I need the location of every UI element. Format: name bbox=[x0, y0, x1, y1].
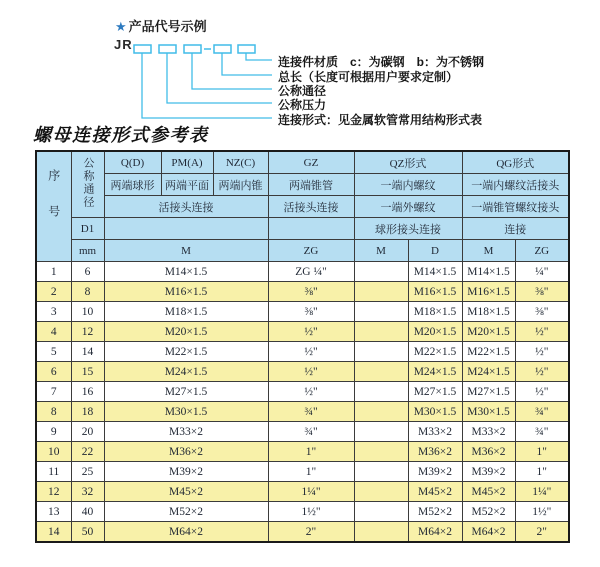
cell-qz-d: M36×2 bbox=[408, 442, 462, 462]
cell-qz-m bbox=[354, 402, 408, 422]
cell-qg-m: M33×2 bbox=[462, 422, 515, 442]
cell-qg-m: M18×1.5 bbox=[462, 302, 515, 322]
header-qg-desc2: 一端锥管螺纹接头 bbox=[462, 196, 569, 218]
cell-qz-m bbox=[354, 342, 408, 362]
header-qg-desc1: 一端内螺纹活接头 bbox=[462, 174, 569, 196]
cell-qg-zg: ½" bbox=[515, 362, 569, 382]
cell-qg-zg: ½" bbox=[515, 382, 569, 402]
cell-qz-m bbox=[354, 462, 408, 482]
header-pm-desc: 两端平面 bbox=[161, 174, 213, 196]
cell-qz-d: M45×2 bbox=[408, 482, 462, 502]
cell-mm: 20 bbox=[71, 422, 104, 442]
cell-zg: 1" bbox=[268, 462, 354, 482]
cell-qz-m bbox=[354, 482, 408, 502]
table-row bbox=[36, 382, 569, 402]
cell-seq: 7 bbox=[36, 382, 71, 402]
cell-seq: 13 bbox=[36, 502, 71, 522]
cell-qg-zg: ¾" bbox=[515, 422, 569, 442]
table-row bbox=[36, 482, 569, 502]
cell-mm: 50 bbox=[71, 522, 104, 543]
header-union-joint: 活接头连接 bbox=[104, 196, 268, 218]
table-row bbox=[36, 262, 569, 282]
cell-qg-zg: 1" bbox=[515, 462, 569, 482]
cell-qz-m bbox=[354, 322, 408, 342]
cell-qg-m: M14×1.5 bbox=[462, 262, 515, 282]
header-d1: D1 bbox=[71, 218, 104, 240]
header-empty-m bbox=[104, 218, 268, 240]
leader-lines bbox=[142, 53, 272, 118]
cell-seq: 12 bbox=[36, 482, 71, 502]
cell-qg-m: M52×2 bbox=[462, 502, 515, 522]
cell-qg-zg: 1" bbox=[515, 442, 569, 462]
header-m: M bbox=[104, 240, 268, 262]
diagram-title-text: 产品代号示例 bbox=[128, 19, 207, 34]
cell-mm: 16 bbox=[71, 382, 104, 402]
cell-qz-d: M16×1.5 bbox=[408, 282, 462, 302]
cell-seq: 2 bbox=[36, 282, 71, 302]
cell-m: M22×1.5 bbox=[104, 342, 268, 362]
cell-seq: 3 bbox=[36, 302, 71, 322]
cell-zg: ⅜" bbox=[268, 282, 354, 302]
header-qg-desc3: 连接 bbox=[462, 218, 569, 240]
cell-m: M36×2 bbox=[104, 442, 268, 462]
cell-qg-zg: 1½" bbox=[515, 502, 569, 522]
cell-qg-m: M30×1.5 bbox=[462, 402, 515, 422]
cell-qg-m: M20×1.5 bbox=[462, 322, 515, 342]
cell-qz-d: M52×2 bbox=[408, 502, 462, 522]
cell-seq: 6 bbox=[36, 362, 71, 382]
cell-qz-d: M33×2 bbox=[408, 422, 462, 442]
cell-qg-m: M24×1.5 bbox=[462, 362, 515, 382]
cell-qz-m bbox=[354, 422, 408, 442]
cell-mm: 12 bbox=[71, 322, 104, 342]
code-boxes bbox=[134, 45, 255, 53]
cell-zg: ¾" bbox=[268, 422, 354, 442]
star-icon: ★ bbox=[115, 19, 127, 34]
table-row bbox=[36, 342, 569, 362]
cell-mm: 40 bbox=[71, 502, 104, 522]
diagram-title bbox=[115, 16, 207, 35]
label-nominal-diameter: 公称通径 bbox=[278, 84, 327, 98]
table-row bbox=[36, 422, 569, 442]
table-row bbox=[36, 502, 569, 522]
header-gz: GZ bbox=[268, 151, 354, 174]
cell-seq: 4 bbox=[36, 322, 71, 342]
table-row bbox=[36, 462, 569, 482]
cell-m: M30×1.5 bbox=[104, 402, 268, 422]
cell-m: M33×2 bbox=[104, 422, 268, 442]
header-gz-desc: 两端锥管 bbox=[268, 174, 354, 196]
cell-zg: ZG ¼" bbox=[268, 262, 354, 282]
cell-qg-zg: ½" bbox=[515, 342, 569, 362]
cell-m: M24×1.5 bbox=[104, 362, 268, 382]
cell-m: M14×1.5 bbox=[104, 262, 268, 282]
cell-zg: ⅜" bbox=[268, 302, 354, 322]
table-row bbox=[36, 522, 569, 543]
table-row bbox=[36, 302, 569, 322]
cell-zg: 1" bbox=[268, 442, 354, 462]
cell-m: M52×2 bbox=[104, 502, 268, 522]
cell-seq: 5 bbox=[36, 342, 71, 362]
cell-qg-zg: ¾" bbox=[515, 402, 569, 422]
header-nz-desc: 两端内锥 bbox=[213, 174, 268, 196]
cell-seq: 11 bbox=[36, 462, 71, 482]
product-code-diagram bbox=[0, 0, 600, 132]
cell-mm: 10 bbox=[71, 302, 104, 322]
header-zg: ZG bbox=[268, 240, 354, 262]
cell-seq: 10 bbox=[36, 442, 71, 462]
cell-qz-m bbox=[354, 522, 408, 543]
cell-mm: 32 bbox=[71, 482, 104, 502]
cell-qg-zg: ⅜" bbox=[515, 302, 569, 322]
cell-m: M16×1.5 bbox=[104, 282, 268, 302]
header-nz: NZ(C) bbox=[213, 151, 268, 174]
header-empty-gz bbox=[268, 218, 354, 240]
table-row bbox=[36, 322, 569, 342]
code-prefix: JR bbox=[114, 37, 133, 52]
cell-qg-m: M45×2 bbox=[462, 482, 515, 502]
label-total-length: 总长（长度可根据用户要求定制） bbox=[278, 70, 459, 84]
header-gz-union-joint: 活接头连接 bbox=[268, 196, 354, 218]
cell-m: M39×2 bbox=[104, 462, 268, 482]
header-nominal-diameter: 公称通径 bbox=[71, 151, 104, 218]
cell-seq: 14 bbox=[36, 522, 71, 543]
table-row bbox=[36, 282, 569, 302]
header-qz-desc3: 球形接头连接 bbox=[354, 218, 462, 240]
cell-qz-m bbox=[354, 362, 408, 382]
cell-zg: ½" bbox=[268, 362, 354, 382]
cell-qz-m bbox=[354, 262, 408, 282]
cell-m: M27×1.5 bbox=[104, 382, 268, 402]
cell-qz-m bbox=[354, 382, 408, 402]
header-qg-zg: ZG bbox=[515, 240, 569, 262]
cell-qg-m: M64×2 bbox=[462, 522, 515, 543]
cell-zg: 2" bbox=[268, 522, 354, 543]
cell-qz-d: M39×2 bbox=[408, 462, 462, 482]
cell-qz-d: M14×1.5 bbox=[408, 262, 462, 282]
cell-qz-d: M22×1.5 bbox=[408, 342, 462, 362]
cell-qg-m: M16×1.5 bbox=[462, 282, 515, 302]
cell-qg-m: M27×1.5 bbox=[462, 382, 515, 402]
cell-m: M20×1.5 bbox=[104, 322, 268, 342]
cell-zg: ½" bbox=[268, 342, 354, 362]
cell-qg-m: M22×1.5 bbox=[462, 342, 515, 362]
nut-connection-table bbox=[35, 150, 570, 543]
table-title: 螺母连接形式参考表 bbox=[33, 125, 209, 145]
cell-zg: 1½" bbox=[268, 502, 354, 522]
cell-mm: 8 bbox=[71, 282, 104, 302]
cell-qz-m bbox=[354, 442, 408, 462]
cell-mm: 22 bbox=[71, 442, 104, 462]
cell-mm: 18 bbox=[71, 402, 104, 422]
cell-zg: ¾" bbox=[268, 402, 354, 422]
cell-m: M64×2 bbox=[104, 522, 268, 543]
cell-qg-zg: 2" bbox=[515, 522, 569, 543]
cell-mm: 25 bbox=[71, 462, 104, 482]
cell-zg: ½" bbox=[268, 322, 354, 342]
cell-qz-m bbox=[354, 282, 408, 302]
header-mm: mm bbox=[71, 240, 104, 262]
table-row bbox=[36, 402, 569, 422]
header-q-desc: 两端球形 bbox=[104, 174, 161, 196]
table-row bbox=[36, 442, 569, 462]
header-qz-d: D bbox=[408, 240, 462, 262]
cell-qz-m bbox=[354, 302, 408, 322]
header-qz: QZ形式 bbox=[354, 151, 462, 174]
table-body bbox=[36, 262, 569, 543]
header-qg: QG形式 bbox=[462, 151, 569, 174]
cell-m: M45×2 bbox=[104, 482, 268, 502]
header-qz-desc1: 一端内螺纹 bbox=[354, 174, 462, 196]
cell-m: M18×1.5 bbox=[104, 302, 268, 322]
header-q: Q(D) bbox=[104, 151, 161, 174]
cell-qz-d: M18×1.5 bbox=[408, 302, 462, 322]
cell-qg-zg: ¼" bbox=[515, 262, 569, 282]
cell-seq: 1 bbox=[36, 262, 71, 282]
cell-qg-m: M36×2 bbox=[462, 442, 515, 462]
cell-mm: 15 bbox=[71, 362, 104, 382]
table-row bbox=[36, 362, 569, 382]
cell-qg-zg: ½" bbox=[515, 322, 569, 342]
table-header bbox=[36, 151, 569, 262]
cell-mm: 6 bbox=[71, 262, 104, 282]
cell-qg-zg: ⅜" bbox=[515, 282, 569, 302]
cell-qz-d: M64×2 bbox=[408, 522, 462, 543]
cell-qz-m bbox=[354, 502, 408, 522]
header-qg-m: M bbox=[462, 240, 515, 262]
label-nominal-pressure: 公称压力 bbox=[278, 98, 327, 112]
cell-qg-zg: 1¼" bbox=[515, 482, 569, 502]
header-pm: PM(A) bbox=[161, 151, 213, 174]
label-material: 连接件材质 c：为碳钢 b：为不锈钢 bbox=[278, 55, 485, 69]
header-qz-m: M bbox=[354, 240, 408, 262]
cell-qz-d: M24×1.5 bbox=[408, 362, 462, 382]
label-connection-form: 连接形式：见金属软管常用结构形式表 bbox=[278, 113, 483, 127]
cell-qz-d: M27×1.5 bbox=[408, 382, 462, 402]
header-seq: 序号 bbox=[36, 151, 71, 262]
cell-mm: 14 bbox=[71, 342, 104, 362]
cell-zg: 1¼" bbox=[268, 482, 354, 502]
cell-qz-d: M20×1.5 bbox=[408, 322, 462, 342]
header-qz-desc2: 一端外螺纹 bbox=[354, 196, 462, 218]
cell-seq: 9 bbox=[36, 422, 71, 442]
cell-qg-m: M39×2 bbox=[462, 462, 515, 482]
cell-zg: ½" bbox=[268, 382, 354, 402]
cell-qz-d: M30×1.5 bbox=[408, 402, 462, 422]
cell-seq: 8 bbox=[36, 402, 71, 422]
